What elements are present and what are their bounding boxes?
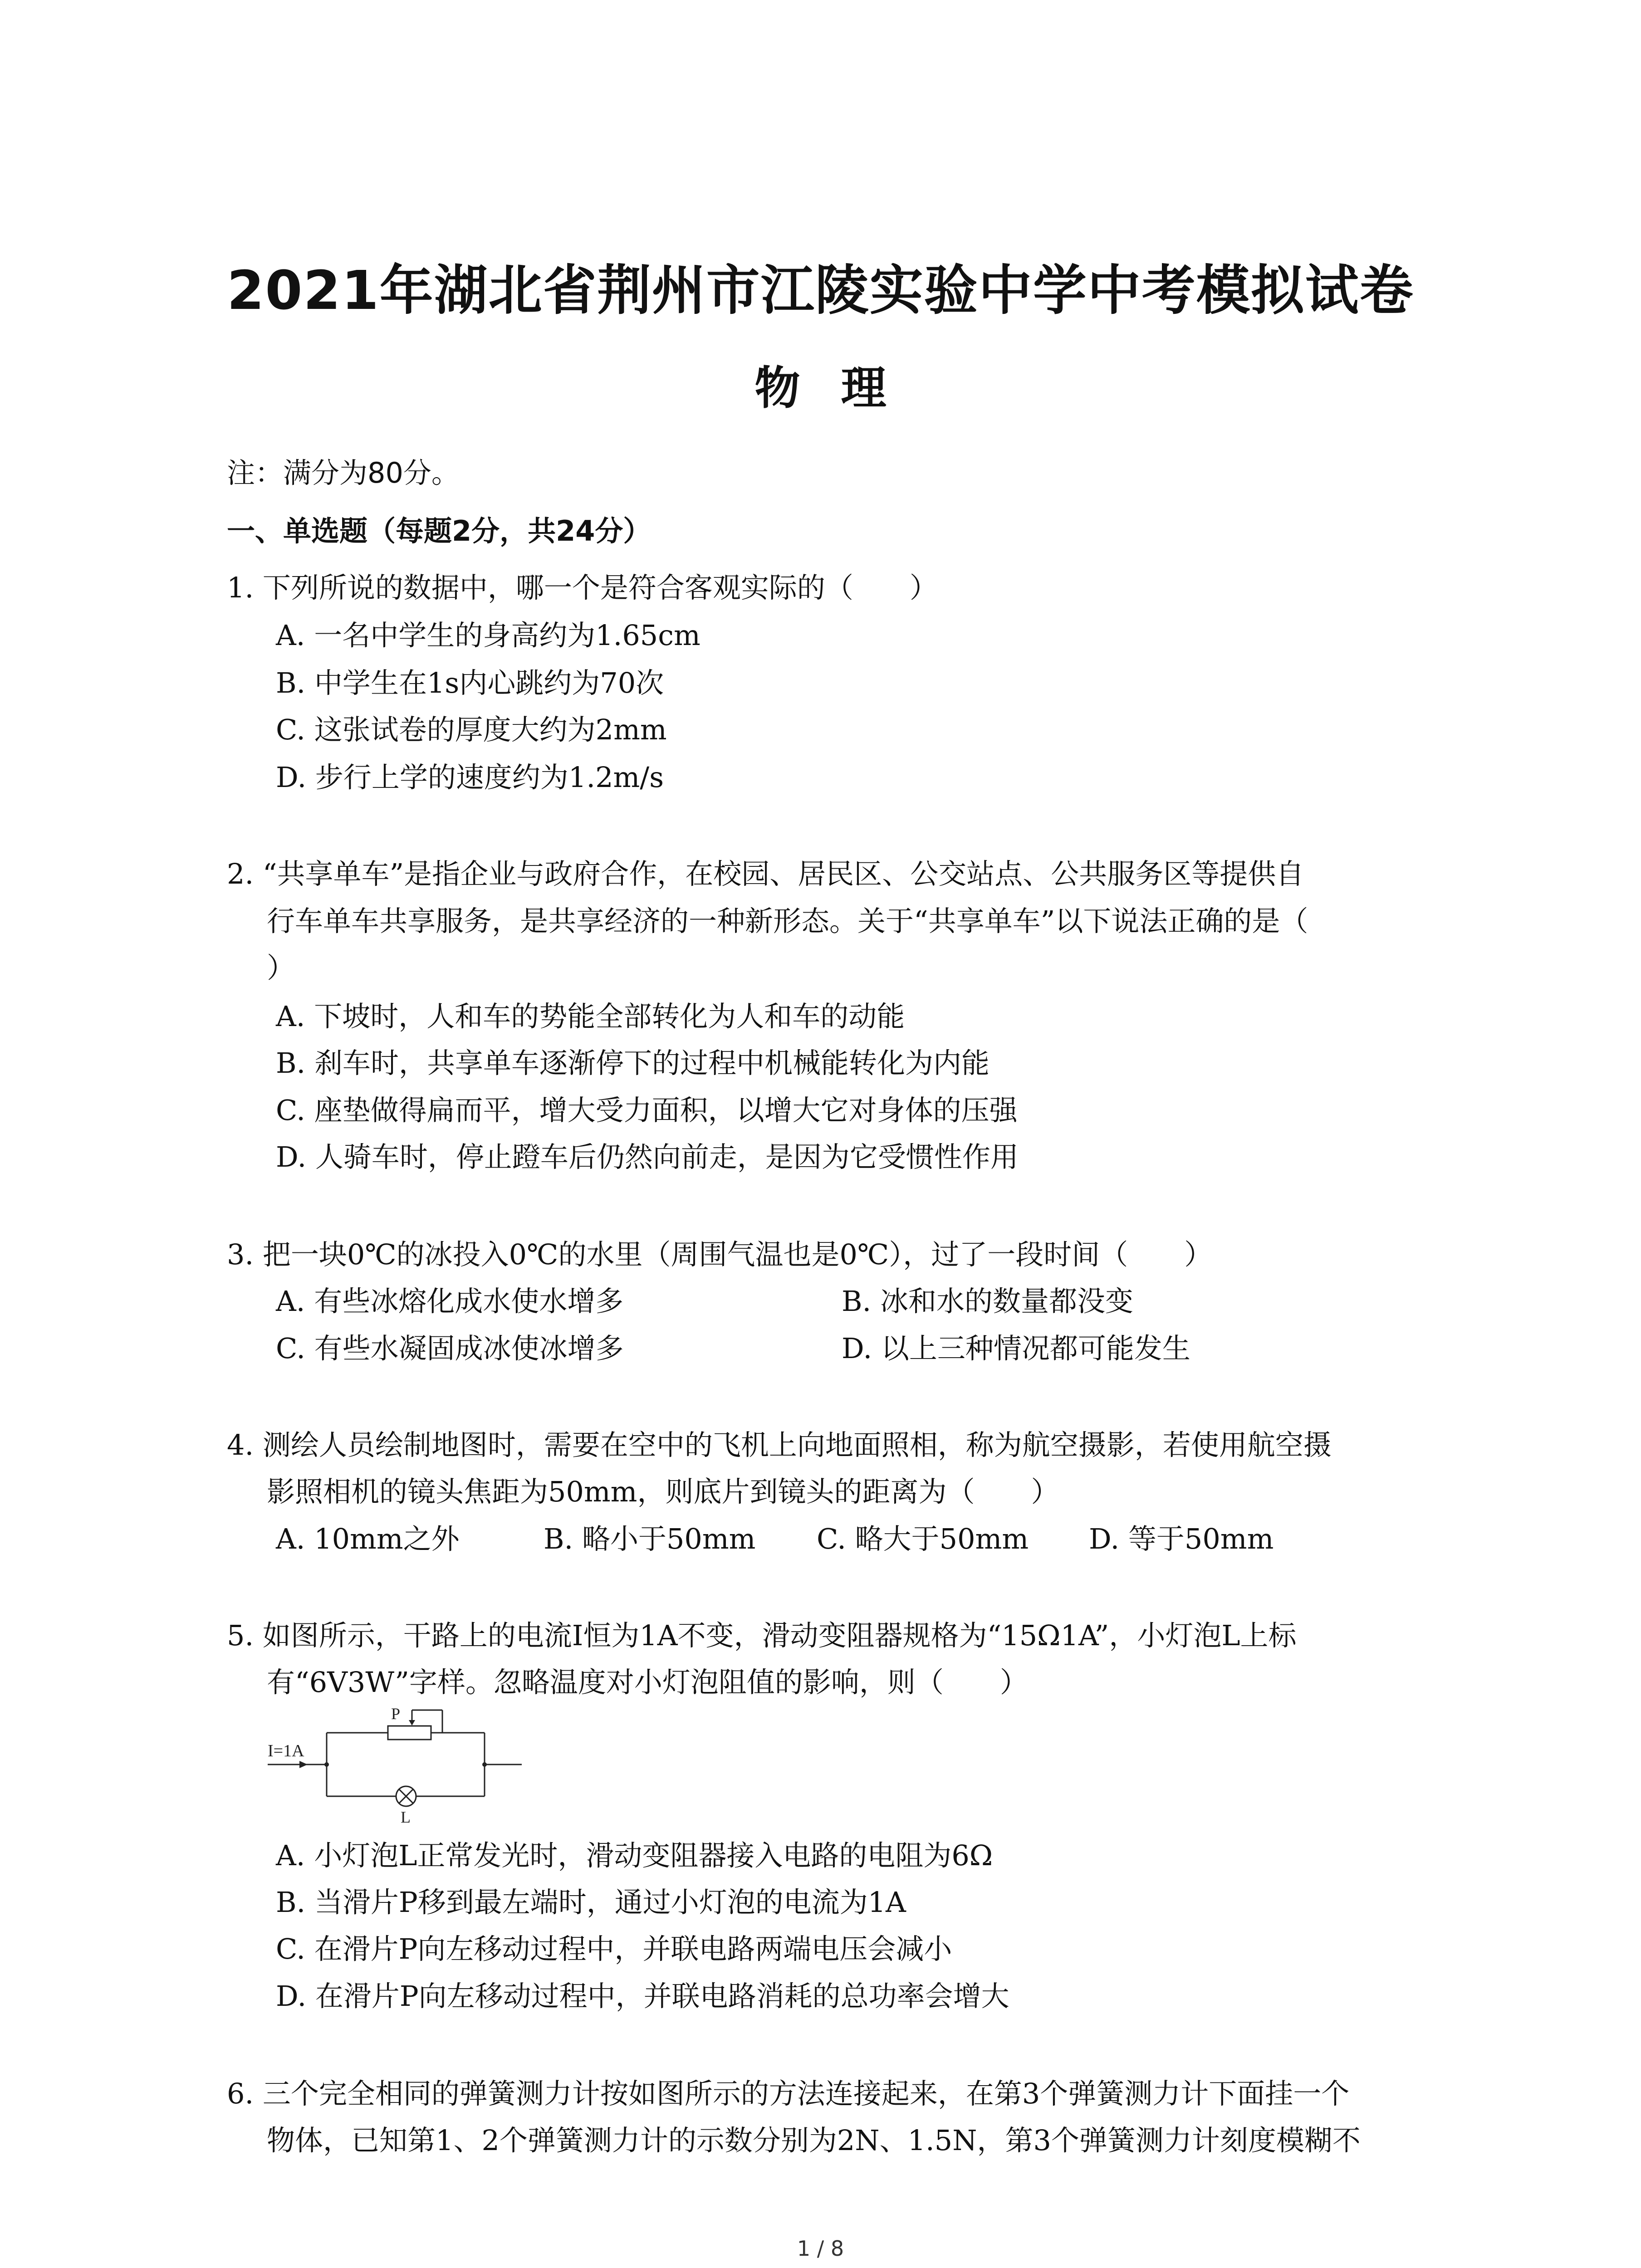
section-heading: 一、单选题（每题2分，共24分） [227, 514, 652, 547]
q4-option-a: A. 10mm之外 [276, 1522, 460, 1555]
q5-stem-line1: 5. 如图所示，干路上的电流I恒为1A不变，滑动变阻器规格为“15Ω1A”，小灯泡L上标 [227, 1619, 1297, 1652]
page-number: 1 / 8 [797, 2236, 844, 2261]
q3-option-a: A. 有些冰熔化成水使水增多 [276, 1285, 624, 1318]
q3-option-d: D. 以上三种情况都可能发生 [842, 1332, 1190, 1365]
score-note: 注：满分为80分。 [227, 456, 460, 489]
lamp-label: L [401, 1808, 411, 1823]
q5-stem-line2: 有“6V3W”字样。忽略温度对小灯泡阻值的影响，则（ ） [267, 1666, 1028, 1699]
q2-stem-line3: ） [267, 951, 295, 984]
q5-option-b: B. 当滑片P移到最左端时，通过小灯泡的电流为1A [276, 1886, 906, 1919]
q2-option-c: C. 座垫做得扁而平，增大受力面积，以增大它对身体的压强 [276, 1094, 1018, 1127]
q2-option-b: B. 刹车时，共享单车逐渐停下的过程中机械能转化为内能 [276, 1046, 989, 1080]
q6-stem-line1: 6. 三个完全相同的弹簧测力计按如图所示的方法连接起来，在第3个弹簧测力计下面挂一个 [227, 2077, 1350, 2110]
q1-stem: 1. 下列所说的数据中，哪一个是符合客观实际的（ ） [227, 571, 938, 604]
slider-arrow-icon [409, 1720, 415, 1725]
q5-option-a: A. 小灯泡L正常发光时，滑动变阻器接入电路的电阻为6Ω [276, 1839, 993, 1872]
q1-option-a: A. 一名中学生的身高约为1.65cm [276, 619, 700, 652]
q2-stem-line2: 行车单车共享服务，是共享经济的一种新形态。关于“共享单车”以下说法正确的是（ [267, 904, 1308, 938]
circuit-diagram [268, 1706, 522, 1823]
q2-stem-line1: 2. “共享单车”是指企业与政府合作，在校园、居民区、公交站点、公共服务区等提供自 [227, 857, 1304, 890]
q4-option-d: D. 等于50mm [1089, 1522, 1274, 1555]
q3-option-c: C. 有些水凝固成冰使冰增多 [276, 1332, 624, 1365]
slider-label: P [391, 1706, 401, 1723]
exam-subject: 物理 [754, 362, 927, 415]
q4-stem-line2: 影照相机的镜头焦距为50mm，则底片到镜头的距离为（ ） [267, 1475, 1059, 1508]
q4-stem-line1: 4. 测绘人员绘制地图时，需要在空中的飞机上向地面照相，称为航空摄影，若使用航空摄 [227, 1428, 1332, 1461]
q6-stem-line2: 物体，已知第1、2个弹簧测力计的示数分别为2N、1.5N，第3个弹簧测力计刻度模糊不 [267, 2124, 1361, 2157]
q1-option-d: D. 步行上学的速度约为1.2m/s [276, 761, 664, 794]
current-label: I=1A [268, 1741, 304, 1760]
q1-option-c: C. 这张试卷的厚度大约为2mm [276, 713, 667, 746]
q2-option-d: D. 人骑车时，停止蹬车后仍然向前走，是因为它受惯性作用 [276, 1140, 1019, 1173]
exam-title: 2021年湖北省荆州市江陵实验中学中考模拟试卷 [227, 259, 1414, 322]
q4-option-c: C. 略大于50mm [817, 1522, 1029, 1555]
q4-option-b: B. 略小于50mm [544, 1522, 756, 1555]
q5-option-d: D. 在滑片P向左移动过程中，并联电路消耗的总功率会增大 [276, 1980, 1009, 2013]
q3-option-b: B. 冰和水的数量都没变 [842, 1285, 1133, 1318]
q1-option-b: B. 中学生在1s内心跳约为70次 [276, 666, 664, 699]
q3-stem: 3. 把一块0℃的冰投入0℃的水里（周围气温也是0℃），过了一段时间（ ） [227, 1238, 1213, 1271]
q2-option-a: A. 下坡时，人和车的势能全部转化为人和车的动能 [276, 1000, 905, 1033]
q5-option-c: C. 在滑片P向左移动过程中，并联电路两端电压会减小 [276, 1932, 952, 1965]
